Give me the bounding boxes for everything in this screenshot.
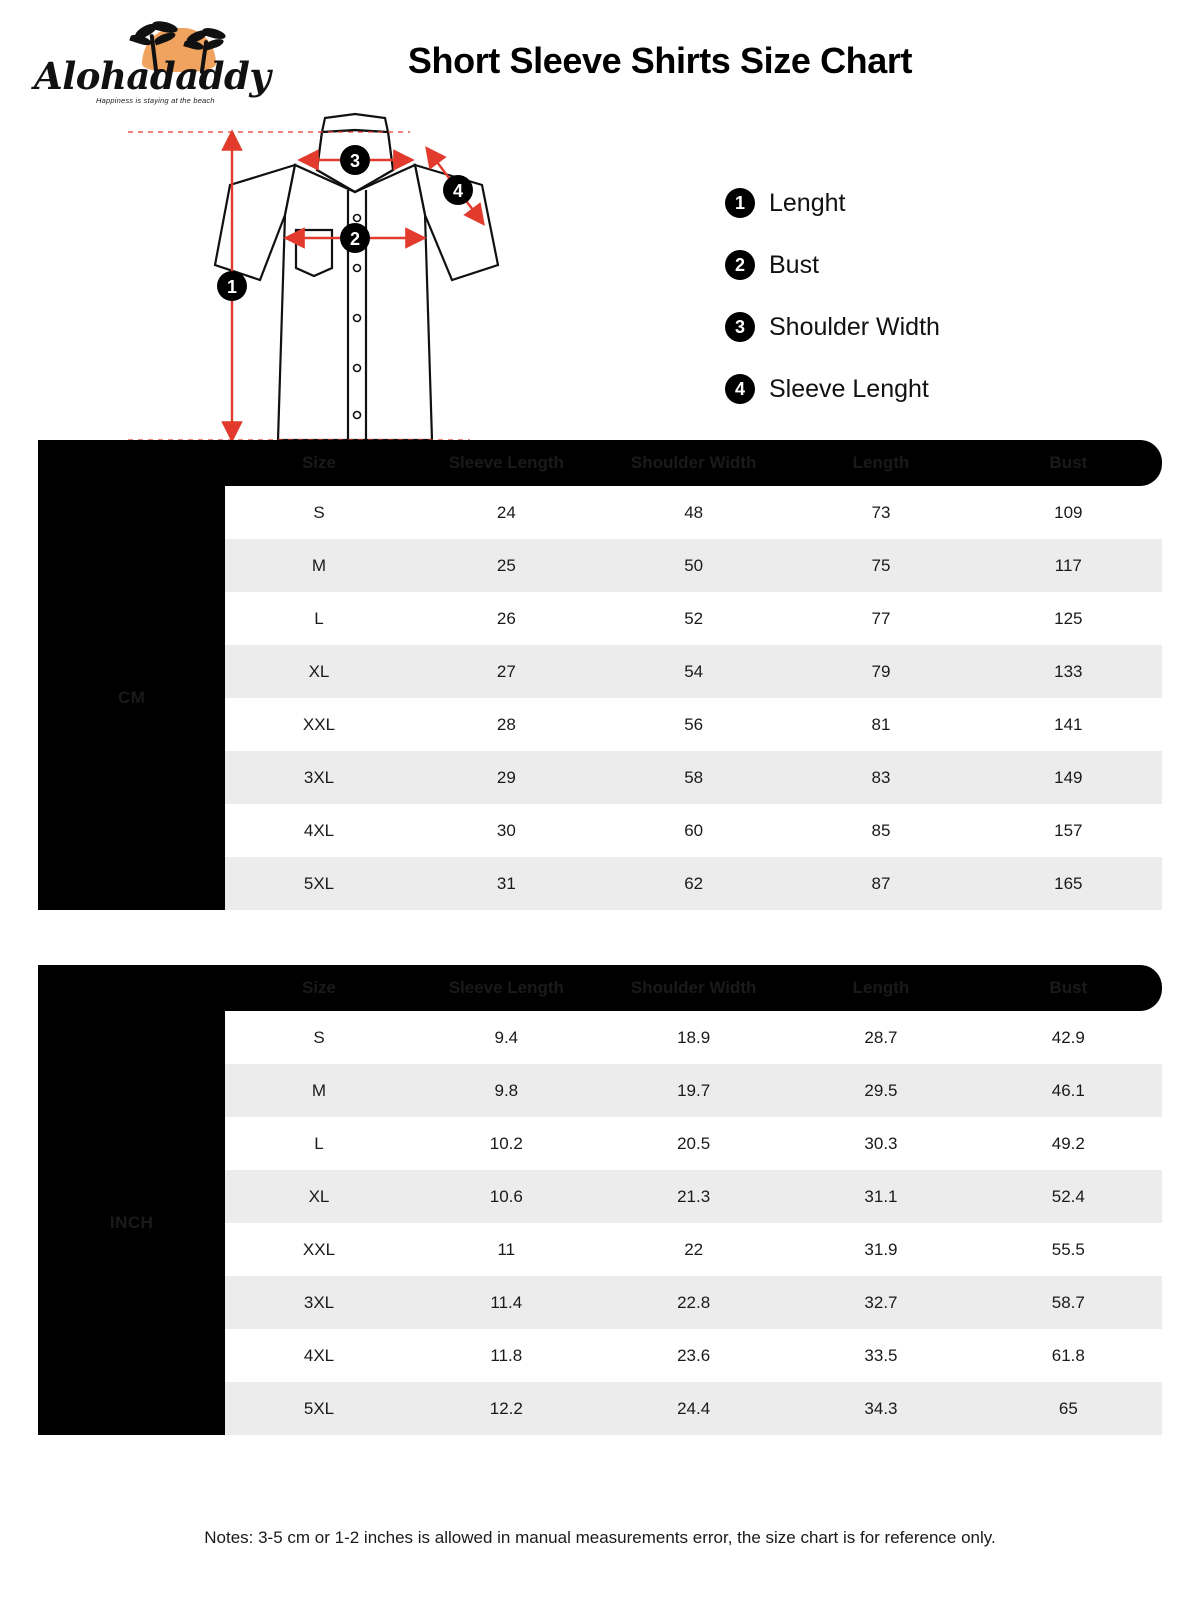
legend-label-3: Shoulder Width — [769, 312, 940, 341]
cell-sleeve-length: 11.4 — [413, 1276, 600, 1329]
cell-length: 33.5 — [787, 1329, 974, 1382]
cell-bust: 109 — [975, 486, 1162, 539]
cell-sleeve-length: 9.8 — [413, 1064, 600, 1117]
cell-length: 83 — [787, 751, 974, 804]
cell-size: S — [225, 486, 412, 539]
col-length: Length — [787, 440, 974, 486]
cell-bust: 52.4 — [975, 1170, 1162, 1223]
cell-size: M — [225, 1064, 412, 1117]
cell-bust: 55.5 — [975, 1223, 1162, 1276]
brand-tagline: Happiness is staying at the beach — [96, 96, 215, 105]
col-size: Size — [225, 440, 412, 486]
legend-label-2: Bust — [769, 250, 820, 279]
cell-sleeve-length: 31 — [413, 857, 600, 910]
page-header — [0, 0, 1200, 110]
cell-length: 34.3 — [787, 1382, 974, 1435]
legend-number-4: 4 — [725, 374, 755, 404]
cell-shoulder-width: 19.7 — [600, 1064, 787, 1117]
cell-length: 77 — [787, 592, 974, 645]
cell-shoulder-width: 22.8 — [600, 1276, 787, 1329]
table-header-row — [38, 440, 1162, 486]
cell-bust: 157 — [975, 804, 1162, 857]
cell-bust: 42.9 — [975, 1011, 1162, 1064]
cell-shoulder-width: 56 — [600, 698, 787, 751]
legend-item-length — [725, 172, 940, 234]
col-size: Size — [225, 965, 412, 1011]
cell-bust: 61.8 — [975, 1329, 1162, 1382]
col-bust: Bust — [975, 440, 1162, 486]
cell-shoulder-width: 62 — [600, 857, 787, 910]
cell-sleeve-length: 27 — [413, 645, 600, 698]
cell-sleeve-length: 10.2 — [413, 1117, 600, 1170]
size-table-inch — [38, 965, 1162, 1435]
cell-shoulder-width: 48 — [600, 486, 787, 539]
col-sleeve-length: Sleeve Length — [413, 965, 600, 1011]
legend — [725, 172, 940, 420]
cell-size: S — [225, 1011, 412, 1064]
cell-sleeve-length: 28 — [413, 698, 600, 751]
measurement-diagram — [0, 110, 1200, 440]
cell-size: 3XL — [225, 1276, 412, 1329]
legend-number-3: 3 — [725, 312, 755, 342]
cell-sleeve-length: 10.6 — [413, 1170, 600, 1223]
cell-shoulder-width: 58 — [600, 751, 787, 804]
cell-sleeve-length: 25 — [413, 539, 600, 592]
cell-bust: 117 — [975, 539, 1162, 592]
cell-sleeve-length: 30 — [413, 804, 600, 857]
page-title: Short Sleeve Shirts Size Chart — [407, 40, 913, 81]
unit-label-cm: CM — [38, 486, 225, 910]
cell-length: 75 — [787, 539, 974, 592]
svg-text:4: 4 — [452, 181, 464, 201]
table-row — [38, 1011, 1162, 1064]
cell-length: 31.1 — [787, 1170, 974, 1223]
cell-sleeve-length: 26 — [413, 592, 600, 645]
cell-shoulder-width: 50 — [600, 539, 787, 592]
cell-size: 3XL — [225, 751, 412, 804]
size-table-inch-block — [38, 965, 1162, 1435]
cell-size: XXL — [225, 698, 412, 751]
cell-shoulder-width: 22 — [600, 1223, 787, 1276]
svg-text:1: 1 — [226, 277, 238, 297]
cell-bust: 165 — [975, 857, 1162, 910]
cell-sleeve-length: 11 — [413, 1223, 600, 1276]
cell-length: 28.7 — [787, 1011, 974, 1064]
cell-size: L — [225, 592, 412, 645]
notes-text: Notes: 3-5 cm or 1-2 inches is allowed in manual measurements error, the size chart is for reference only. — [204, 1528, 996, 1547]
cell-bust: 49.2 — [975, 1117, 1162, 1170]
cell-size: XL — [225, 1170, 412, 1223]
cell-bust: 46.1 — [975, 1064, 1162, 1117]
cell-shoulder-width: 24.4 — [600, 1382, 787, 1435]
cell-size: 4XL — [225, 1329, 412, 1382]
cell-length: 81 — [787, 698, 974, 751]
shirt-illustration — [110, 110, 630, 440]
legend-label-4: Sleeve Lenght — [769, 374, 929, 403]
cell-size: 5XL — [225, 857, 412, 910]
cell-length: 85 — [787, 804, 974, 857]
cell-bust: 141 — [975, 698, 1162, 751]
cell-length: 87 — [787, 857, 974, 910]
cell-shoulder-width: 20.5 — [600, 1117, 787, 1170]
svg-text:3: 3 — [349, 151, 361, 171]
cell-size: 5XL — [225, 1382, 412, 1435]
cell-length: 30.3 — [787, 1117, 974, 1170]
cell-shoulder-width: 60 — [600, 804, 787, 857]
legend-item-shoulder-width — [725, 296, 940, 358]
cell-sleeve-length: 11.8 — [413, 1329, 600, 1382]
legend-item-sleeve-length — [725, 358, 940, 420]
cell-length: 29.5 — [787, 1064, 974, 1117]
unit-header-cm — [38, 440, 225, 486]
size-table-cm-block — [38, 440, 1162, 910]
cell-size: 4XL — [225, 804, 412, 857]
cell-shoulder-width: 52 — [600, 592, 787, 645]
legend-item-bust — [725, 234, 940, 296]
cell-sleeve-length: 29 — [413, 751, 600, 804]
cell-size: XL — [225, 645, 412, 698]
cell-sleeve-length: 12.2 — [413, 1382, 600, 1435]
cell-shoulder-width: 21.3 — [600, 1170, 787, 1223]
cell-size: XXL — [225, 1223, 412, 1276]
legend-number-2: 2 — [725, 250, 755, 280]
legend-label-1: Lenght — [769, 188, 846, 217]
cell-shoulder-width: 23.6 — [600, 1329, 787, 1382]
unit-header-inch — [38, 965, 225, 1011]
cell-sleeve-length: 9.4 — [413, 1011, 600, 1064]
table-row — [38, 486, 1162, 539]
cell-bust: 125 — [975, 592, 1162, 645]
col-bust: Bust — [975, 965, 1162, 1011]
brand-name: Alohadaddy — [34, 54, 271, 98]
cell-shoulder-width: 54 — [600, 645, 787, 698]
cell-shoulder-width: 18.9 — [600, 1011, 787, 1064]
brand-logo — [34, 12, 274, 107]
cell-bust: 58.7 — [975, 1276, 1162, 1329]
cell-size: M — [225, 539, 412, 592]
cell-size: L — [225, 1117, 412, 1170]
cell-length: 32.7 — [787, 1276, 974, 1329]
svg-text:2: 2 — [349, 229, 361, 249]
unit-label-inch: INCH — [38, 1011, 225, 1435]
cell-sleeve-length: 24 — [413, 486, 600, 539]
cell-bust: 65 — [975, 1382, 1162, 1435]
cell-length: 79 — [787, 645, 974, 698]
col-shoulder-width: Shoulder Width — [600, 965, 787, 1011]
legend-number-1: 1 — [725, 188, 755, 218]
cell-bust: 149 — [975, 751, 1162, 804]
cell-length: 31.9 — [787, 1223, 974, 1276]
table-header-row — [38, 965, 1162, 1011]
size-table-cm — [38, 440, 1162, 910]
cell-bust: 133 — [975, 645, 1162, 698]
col-shoulder-width: Shoulder Width — [600, 440, 787, 486]
col-length: Length — [787, 965, 974, 1011]
col-sleeve-length: Sleeve Length — [413, 440, 600, 486]
cell-length: 73 — [787, 486, 974, 539]
